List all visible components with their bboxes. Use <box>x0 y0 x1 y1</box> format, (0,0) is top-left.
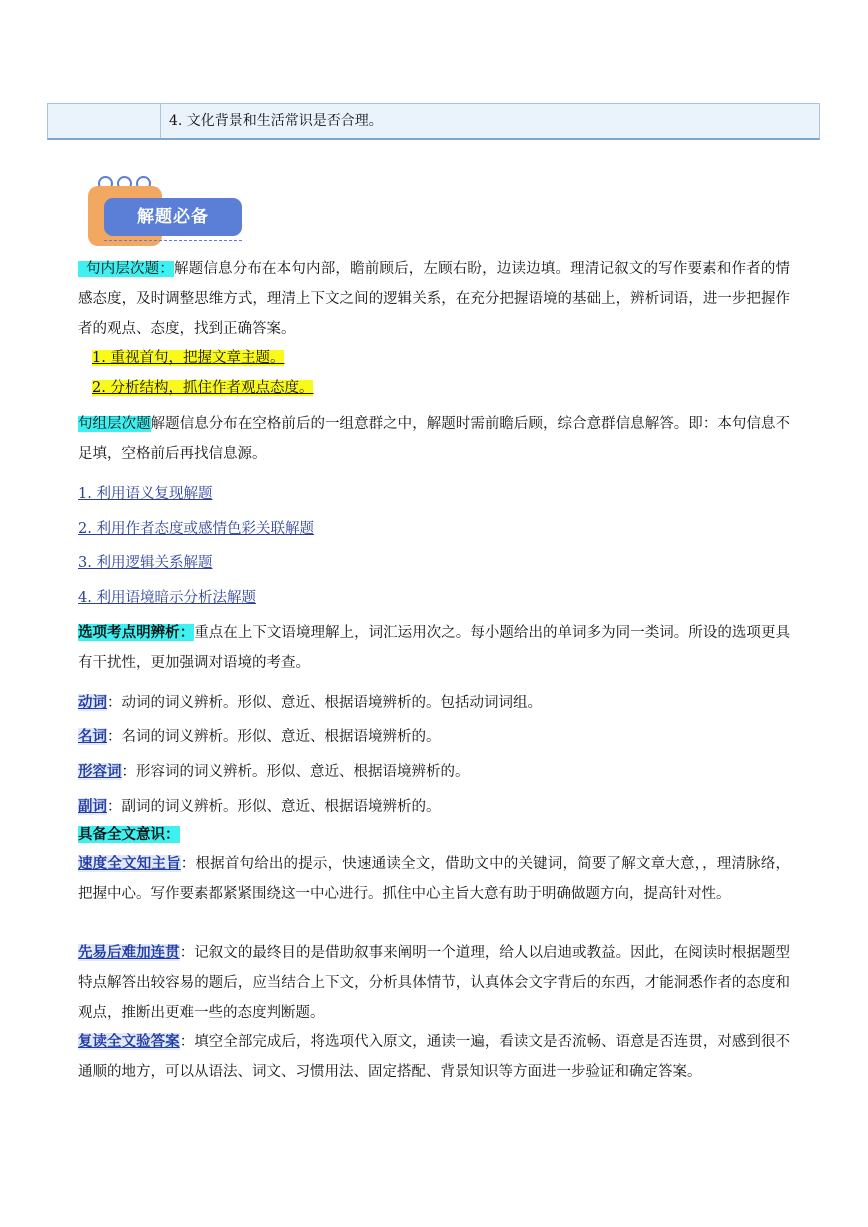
pos-item: 形容词：形容词的词义辨析。形似、意近、根据语境辨析的。 <box>78 763 470 780</box>
method-link[interactable]: 1. 利用语义复现解题 <box>78 486 213 502</box>
list-item: 2. 分析结构，抓住作者观点态度。 <box>92 380 314 396</box>
strategy-item: 先易后难加连贯：记叙文的最终目的是借助叙事来阐明一个道理，给人以启迪或教益。因此，在阅读时根据题型特点解答出较容易的题后，应当结合上下文，分析具体情节，认真体会文字背后的东西，才能洞悉作者的态度和观点，推断出更难一些的态度判断题。 <box>78 944 790 1021</box>
term-whole-text: 具备全文意识： <box>78 826 180 843</box>
strategy-item: 复读全文验答案：填空全部完成后，将选项代入原文，通读一遍，看读文是否流畅、语意是否连贯，对感到很不通顺的地方，可以从语法、词文、习惯用法、固定搭配、背景知识等方面进一步验证和确定答案。 <box>78 1033 790 1080</box>
paragraph-options: 选项考点明辨析：重点在上下文语境理解上，词汇运用次之。每小题给出的单词多为同一类词。所设的选项更具有干扰性，更加强调对语境的考查。 <box>78 624 790 671</box>
term-sentence-group: 句组层次题 <box>78 416 151 432</box>
method-link[interactable]: 3. 利用逻辑关系解题 <box>78 555 213 571</box>
paragraph-sentence-level: 句内层次题：解题信息分布在本句内部，瞻前顾后，左顾右盼，边读边填。理清记叙文的写作要素和作者的情感态度，及时调整思维方式，理清上下文之间的逻辑关系，在充分把握语境的基础上，辨析词语，进一步把握作者的观点、态度，找到正确答案。 <box>78 261 791 337</box>
term-sentence-level: 句内层次题： <box>78 261 174 277</box>
table-empty-cell <box>48 104 161 138</box>
strategy-item: 速度全文知主旨：根据首句给出的提示，快速通读全文，借助文中的关键词，简要了解文章大意，，理清脉络，把握中心。写作要素都紧紧围绕这一中心进行。抓住中心主旨大意有助于明确做题方向，提高针对性。 <box>78 855 791 902</box>
table-cell-text: 4. 文化背景和生活常识是否合理。 <box>169 113 383 129</box>
term-options: 选项考点明辨析： <box>78 624 195 641</box>
list-item: 1. 重视首句，把握文章主题。 <box>92 350 285 366</box>
pos-item: 名词：名词的词义辨析。形似、意近、根据语境辨析的。 <box>78 728 441 745</box>
pos-item: 动词：动词的词义辨析。形似、意近、根据语境辨析的。包括动词词组。 <box>78 694 542 711</box>
header-table-row <box>47 103 820 140</box>
paragraph-sentence-group: 句组层次题解题信息分布在空格前后的一组意群之中，解题时需前瞻后顾，综合意群信息解答。即：本句信息不足填，空格前后再找信息源。 <box>78 416 790 462</box>
paragraph-whole-text <box>78 820 790 850</box>
badge-title: 解题必备 <box>104 198 242 236</box>
method-link[interactable]: 4. 利用语境暗示分析法解题 <box>78 590 256 606</box>
section-badge <box>88 176 244 246</box>
pos-item: 副词：副词的词义辨析。形似、意近、根据语境辨析的。 <box>78 798 441 815</box>
method-link[interactable]: 2. 利用作者态度或感情色彩关联解题 <box>78 521 314 537</box>
